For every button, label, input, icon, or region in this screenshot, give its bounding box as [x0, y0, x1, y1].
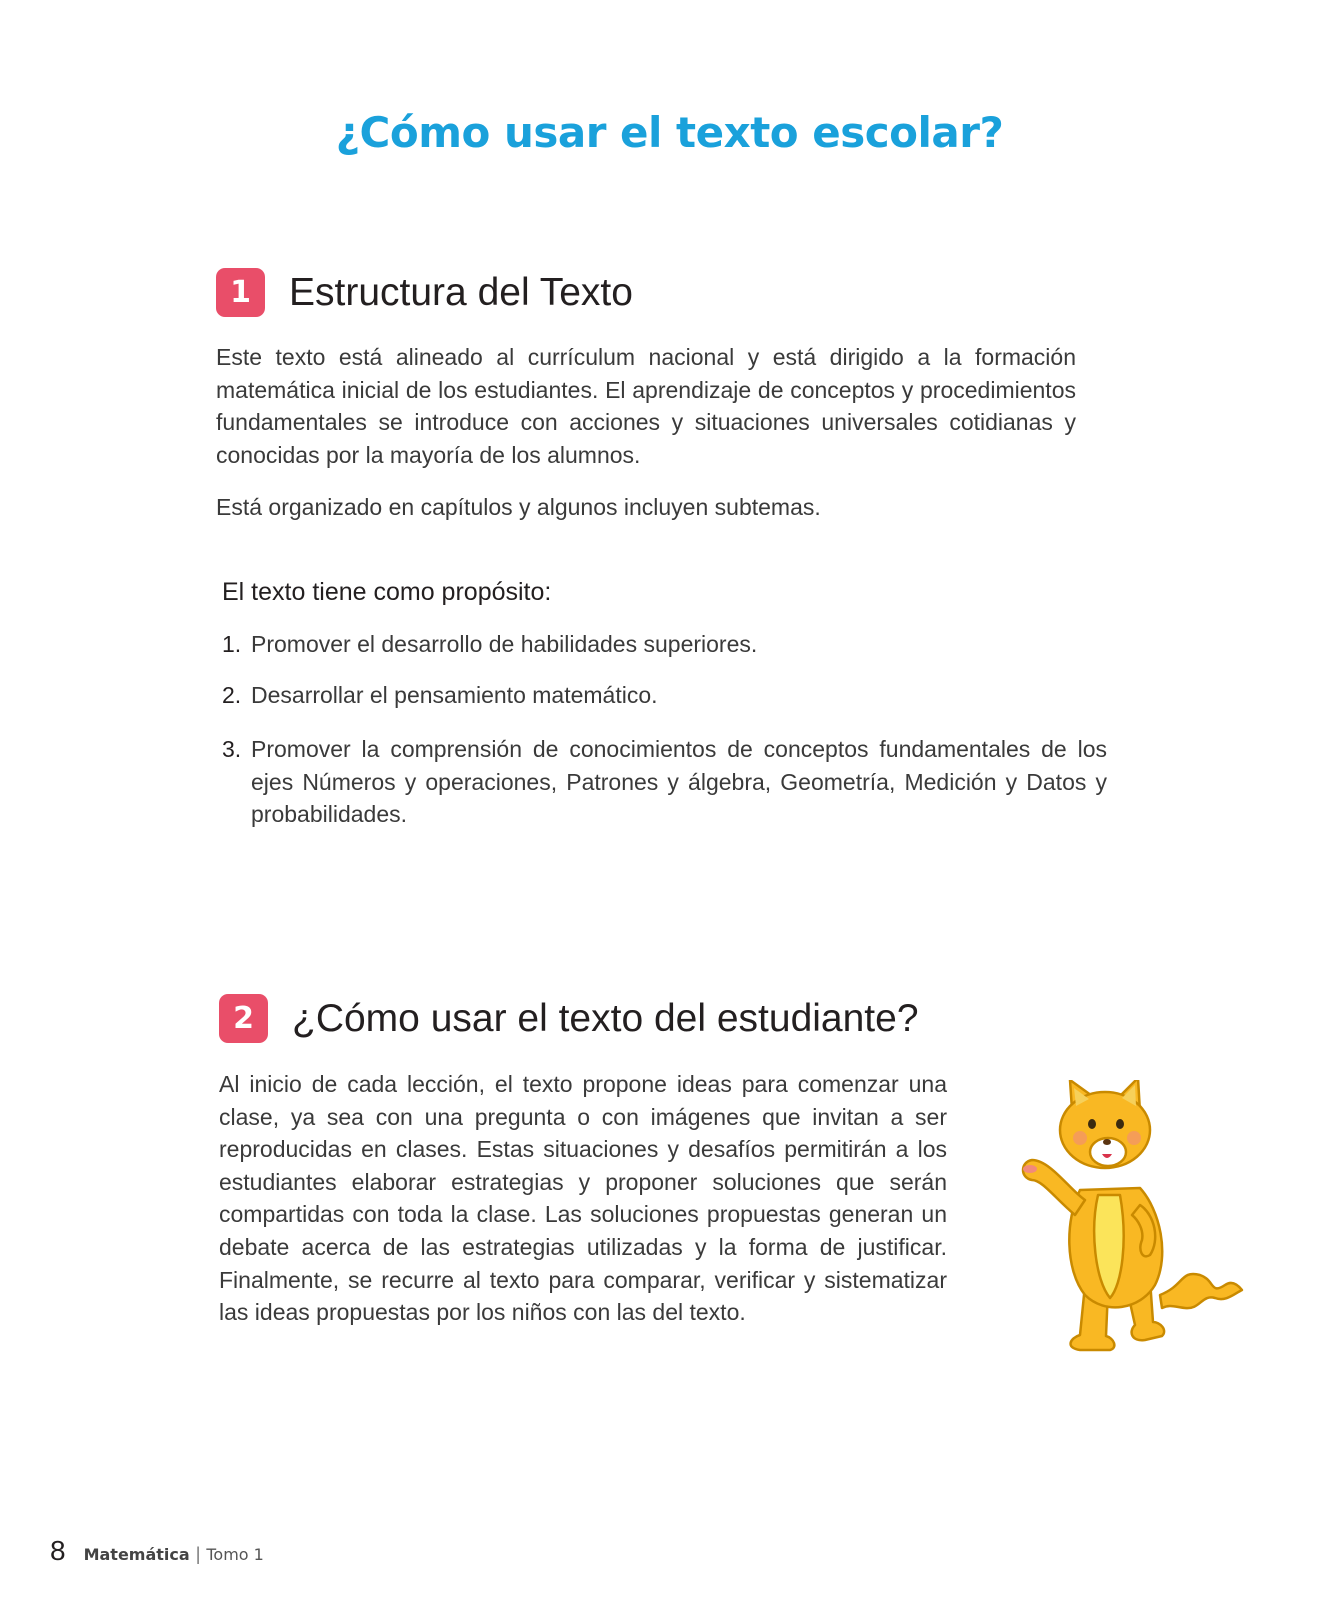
section-1-header [216, 268, 633, 317]
volume-label: Tomo 1 [206, 1545, 264, 1564]
page-footer [50, 1535, 264, 1567]
list-item-number: 3. [222, 736, 242, 763]
list-item-text: Promover la comprensión de conocimientos de conceptos fundamentales de los ejes Números y operaciones, Patrones y álgebra, Geometría, Medición y Datos y probabilidades. [251, 736, 1107, 828]
section-1-paragraph: Este texto está alineado al currículum nacional y está dirigido a la formación matemática inicial de los estudiantes. El aprendizaje de conceptos y procedimientos fundamentales se introduce con acciones y situaciones universales cotidianas y conocidas por la mayoría de los alumnos. [216, 344, 1076, 468]
section-2-header [219, 994, 919, 1043]
list-item-number: 2. [222, 681, 242, 708]
section-number-badge: 1 [216, 268, 265, 317]
section-1-paragraph-organization: Está organizado en capítulos y algunos incluyen subtemas. [216, 494, 821, 520]
footer-separator: | [195, 1544, 201, 1564]
list-item-text: Desarrollar el pensamiento matemático. [251, 681, 658, 708]
list-item-number: 1. [222, 631, 242, 657]
page-title: ¿Cómo usar el texto escolar? [335, 108, 1004, 157]
page-number: 8 [50, 1535, 66, 1566]
section-title: ¿Cómo usar el texto del estudiante? [292, 996, 919, 1040]
book-name: Matemática [83, 1545, 190, 1564]
purpose-heading: El texto tiene como propósito: [222, 578, 552, 606]
list-item [222, 733, 1107, 831]
list-item-text: Promover el desarrollo de habilidades superiores. [251, 631, 758, 657]
cat-mascot-illustration [1010, 1080, 1250, 1360]
section-2-paragraph: Al inicio de cada lección, el texto propone ideas para comenzar una clase, ya sea con una pregunta o con imágenes que invitan a ser reproducidas en clases. Estas situaciones y desafíos permitirán a los estudiantes elaborar estrategias y proponer soluciones que serán compartidas con toda la clase. Las soluciones propuestas generan un debate acerca de las estrategias utilizadas y la forma de justificar. Finalmente, se recurre al texto para comparar, verificar y sistematizar las ideas propuestas por los niños con las del texto. [219, 1071, 947, 1326]
list-item [222, 628, 1107, 661]
list-item [222, 679, 1107, 712]
purpose-list [222, 628, 1107, 831]
section-number-badge: 2 [219, 994, 268, 1043]
section-title: Estructura del Texto [289, 270, 633, 314]
